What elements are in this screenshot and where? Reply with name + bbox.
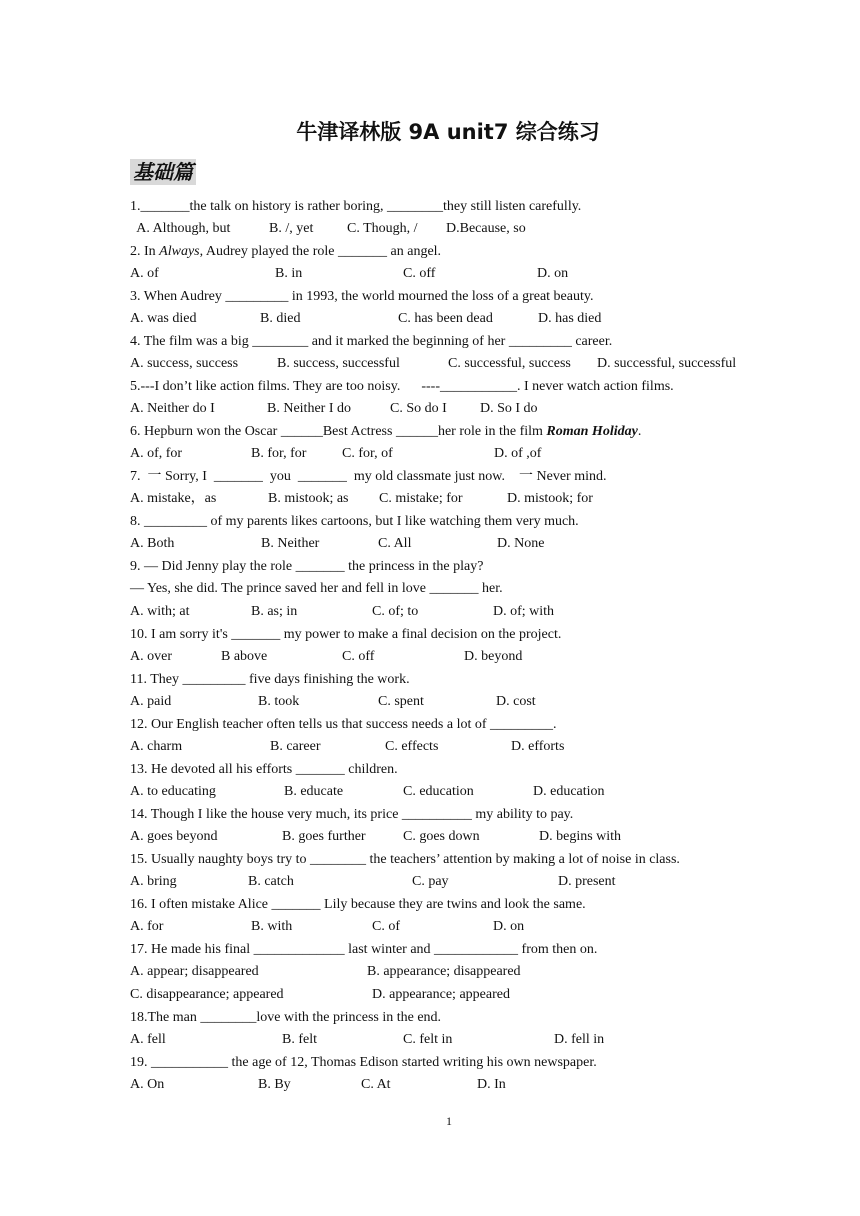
option: A. to educating [130, 784, 216, 799]
option: C. All [378, 536, 412, 551]
option: B. educate [284, 784, 344, 799]
option: C. effects [385, 739, 439, 754]
option: D. successful, successful [597, 356, 737, 371]
options-1 [130, 221, 526, 237]
option: C. successful, success [448, 356, 571, 371]
option: B. appearance; disappeared [367, 964, 521, 979]
option: C. goes down [403, 829, 480, 844]
option: A. success, success [130, 356, 239, 371]
option: C. off [403, 266, 436, 281]
option: B. Neither [261, 536, 320, 551]
option: B. /, yet [269, 221, 314, 236]
question-19: 19. ___________ the age of 12, Thomas Edison started writing his own newspaper. [130, 1055, 597, 1070]
option: D. efforts [511, 739, 565, 754]
options-8 [130, 536, 545, 552]
option: D. fell in [554, 1032, 605, 1047]
option: B. goes further [282, 829, 366, 844]
document-title: 牛津译林版 9A unit7 综合练习 [296, 120, 600, 144]
question-4: 4. The film was a big ________ and it marked the beginning of her _________ career. [130, 334, 613, 349]
option: B. with [251, 919, 293, 934]
option: A. of, for [130, 446, 183, 461]
option: B. died [260, 311, 301, 326]
option: C. Though, / [347, 221, 418, 236]
option: D. of; with [493, 604, 555, 619]
question-7: 7. 一 Sorry, I _______ you _______ my old classmate just now. 一 Never mind. [130, 469, 607, 484]
options-19 [130, 1077, 506, 1093]
option: D. begins with [539, 829, 622, 844]
option: A. bring [130, 874, 177, 889]
option: C. So do I [390, 401, 447, 416]
option: B. Neither I do [267, 401, 351, 416]
option: A. goes beyond [130, 829, 218, 844]
question-17: 17. He made his final _____________ last winter and ____________ from then on. [130, 942, 598, 957]
option: D. present [558, 874, 616, 889]
options-3 [130, 311, 602, 327]
options-13 [130, 784, 605, 800]
option: D. None [497, 536, 545, 551]
option: A. with; at [130, 604, 190, 619]
question-13: 13. He devoted all his efforts _______ children. [130, 762, 398, 777]
options-12 [130, 739, 565, 755]
option: C. spent [378, 694, 424, 709]
option: A. for [130, 919, 164, 934]
option: D. mistook; for [507, 491, 593, 506]
option: D. So I do [480, 401, 538, 416]
option: A. over [130, 649, 172, 664]
question-15: 15. Usually naughty boys try to ________ the teachers’ attention by making a lot of noise in class. [130, 852, 680, 867]
option: A. On [130, 1077, 165, 1092]
question-text: , Audrey played the role _______ an angel. [199, 244, 442, 259]
option: B. catch [248, 874, 294, 889]
option: C. of; to [372, 604, 419, 619]
options-17-row-2 [130, 987, 510, 1003]
question-9-reply: — Yes, she did. The prince saved her and fell in love _______ her. [130, 581, 503, 596]
option: A. Both [130, 536, 175, 551]
options-2 [130, 266, 569, 282]
options-9 [130, 604, 555, 620]
question-10: 10. I am sorry it's _______ my power to make a final decision on the project. [130, 627, 562, 642]
options-17 [130, 964, 521, 980]
option: D. of ,of [494, 446, 542, 461]
option: D.Because, so [446, 221, 526, 236]
option: D. appearance; appeared [372, 987, 510, 1002]
options-10 [130, 649, 523, 665]
option: C. At [361, 1077, 391, 1092]
question-6 [130, 424, 641, 440]
question-12: 12. Our English teacher often tells us that success needs a lot of _________. [130, 717, 557, 732]
options-14 [130, 829, 622, 845]
options-15 [130, 874, 616, 890]
option: A. was died [130, 311, 197, 326]
options-4 [130, 356, 737, 372]
question-16: 16. I often mistake Alice _______ Lily because they are twins and look the same. [130, 897, 586, 912]
option: D. on [493, 919, 525, 934]
option: C. has been dead [398, 311, 493, 326]
options-11 [130, 694, 536, 710]
option: A. of [130, 266, 159, 281]
options-5 [130, 401, 538, 417]
option: B. success, successful [277, 356, 400, 371]
option: C. of [372, 919, 400, 934]
options-7 [130, 491, 593, 507]
question-8: 8. _________ of my parents likes cartoons, but I like watching them very much. [130, 514, 579, 529]
option: D. beyond [464, 649, 523, 664]
option: B. for, for [251, 446, 307, 461]
options-6 [130, 446, 542, 462]
page-number: 1 [446, 1114, 452, 1128]
film-title: Always [159, 244, 200, 259]
option: A. fell [130, 1032, 166, 1047]
option: D. education [533, 784, 605, 799]
question-text: 2. In [130, 244, 160, 259]
option: A. charm [130, 739, 183, 754]
option: C. education [403, 784, 474, 799]
question-11: 11. They _________ five days finishing the work. [130, 672, 410, 687]
option: A. Although, but [130, 221, 231, 236]
option: D. on [537, 266, 569, 281]
question-5: 5.---I don’t like action films. They are too noisy. ----___________. I never watch action films. [130, 379, 674, 394]
option: B. as; in [251, 604, 298, 619]
options-18 [130, 1032, 605, 1048]
option: B. career [270, 739, 321, 754]
option: D. In [477, 1077, 506, 1092]
question-9: 9. — Did Jenny play the role _______ the princess in the play? [130, 559, 484, 574]
question-2 [130, 244, 441, 260]
option: B. mistook; as [268, 491, 349, 506]
question-14: 14. Though I like the house very much, its price __________ my ability to pay. [130, 807, 574, 822]
question-1: 1._______the talk on history is rather boring, ________they still listen carefully. [130, 199, 582, 214]
film-title: Roman Holiday [546, 424, 638, 439]
option: A. mistake，as [130, 491, 217, 506]
option: B. in [275, 266, 303, 281]
option: C. felt in [403, 1032, 453, 1047]
option: B. felt [282, 1032, 317, 1047]
option: C. mistake; for [379, 491, 463, 506]
question-text: . [637, 424, 642, 439]
option: A. appear; disappeared [130, 964, 259, 979]
question-text: 6. Hepburn won the Oscar ______Best Actress ______her role in the film [130, 424, 547, 439]
option: C. for, of [342, 446, 393, 461]
option: B. By [258, 1077, 291, 1092]
question-18: 18.The man ________love with the princess in the end. [130, 1010, 442, 1025]
options-16 [130, 919, 525, 935]
option: C. off [342, 649, 375, 664]
option: B. took [258, 694, 300, 709]
section-heading: 基础篇 [130, 159, 196, 185]
option: A. Neither do I [130, 401, 215, 416]
option: D. has died [538, 311, 602, 326]
option: C. pay [412, 874, 449, 889]
question-3: 3. When Audrey _________ in 1993, the world mourned the loss of a great beauty. [130, 289, 594, 304]
option: B above [221, 649, 268, 664]
option: C. disappearance; appeared [130, 987, 284, 1002]
option: D. cost [496, 694, 536, 709]
option: A. paid [130, 694, 172, 709]
